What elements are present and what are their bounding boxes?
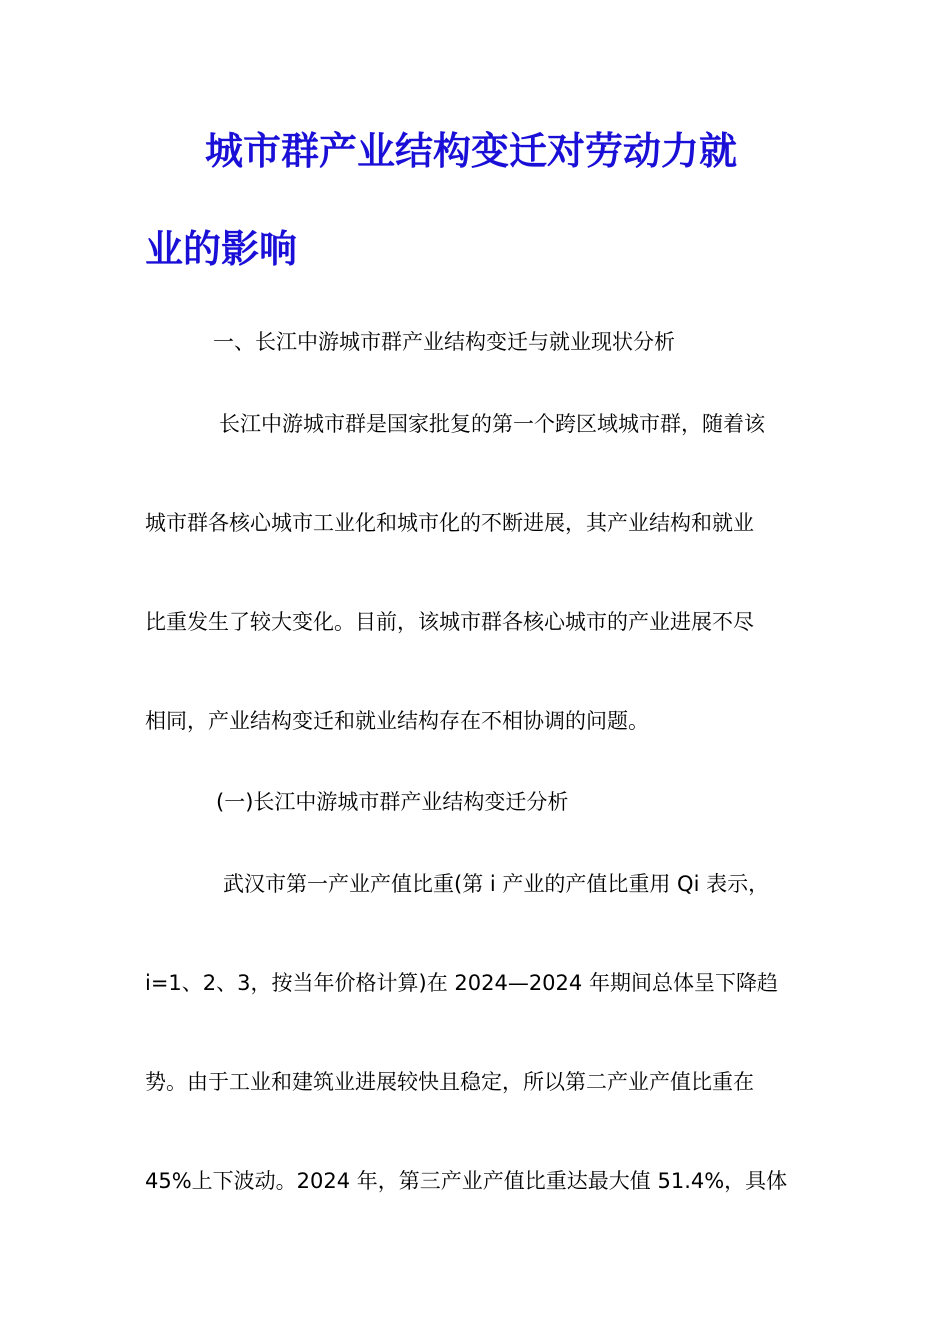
paragraph-1-line-1: 长江中游城市群是国家批复的第一个跨区域城市群，随着该 [219, 412, 765, 436]
section-heading: 一、长江中游城市群产业结构变迁与就业现状分析 [213, 330, 675, 354]
paragraph-2-line-2: i=1、2、3，按当年价格计算)在 2024—2024 年期间总体呈下降趋 [145, 971, 778, 995]
subsection-heading: (一)长江中游城市群产业结构变迁分析 [216, 790, 569, 814]
paragraph-2-line-4: 45%上下波动。2024 年，第三产业产值比重达最大值 51.4%，具体 [145, 1169, 788, 1193]
paragraph-2-line-3: 势。由于工业和建筑业进展较快且稳定，所以第二产业产值比重在 [145, 1070, 754, 1094]
paragraph-1-line-4: 相同，产业结构变迁和就业结构存在不相协调的问题。 [145, 709, 649, 733]
paragraph-1-line-3: 比重发生了较大变化。目前，该城市群各核心城市的产业进展不尽 [145, 610, 754, 634]
paragraph-1-line-2: 城市群各核心城市工业化和城市化的不断进展，其产业结构和就业 [145, 511, 754, 535]
document-title-line-1: 城市群产业结构变迁对劳动力就 [205, 128, 738, 173]
document-title-line-2: 业的影响 [145, 226, 298, 271]
paragraph-2-line-1: 武汉市第一产业产值比重(第 i 产业的产值比重用 Qi 表示， [223, 872, 770, 896]
